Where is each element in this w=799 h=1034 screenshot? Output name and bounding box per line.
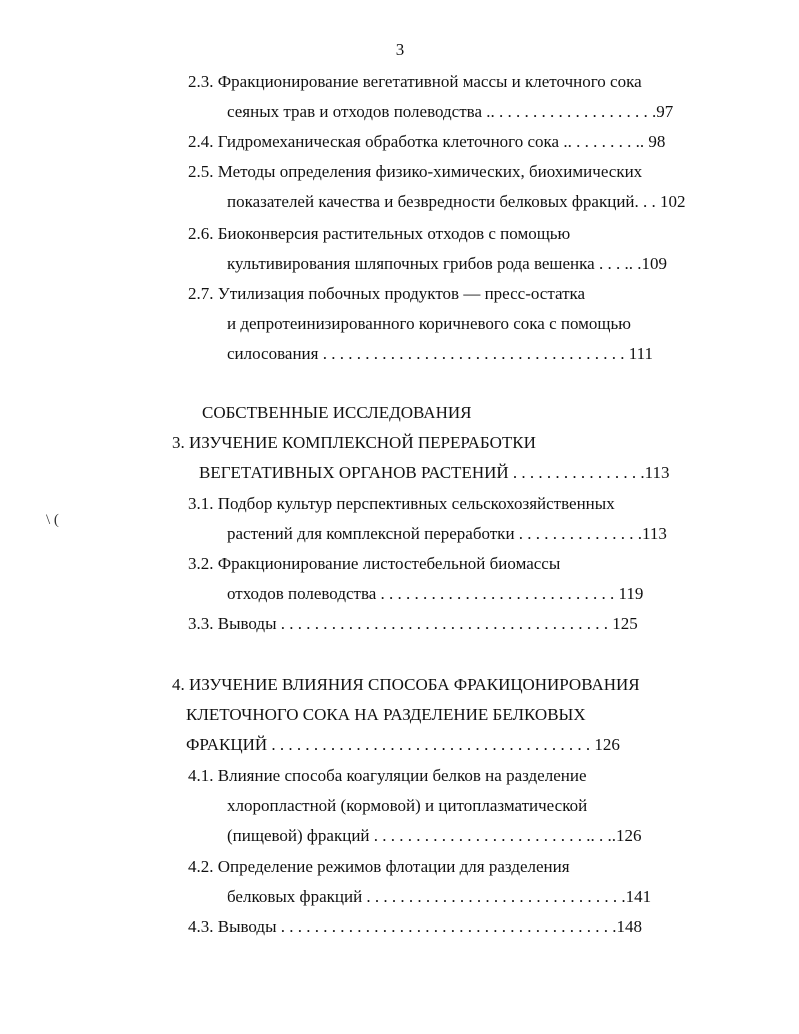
toc-entry-2-7-line-3: силосования . . . . . . . . . . . . . . . . . . . . . . . . . . . . . . . . . . . . 111 bbox=[227, 344, 653, 363]
toc-entry-4-2-line-2: белковых фракций . . . . . . . . . . . . . . . . . . . . . . . . . . . . . . .141 bbox=[227, 887, 652, 906]
toc-entry-4-1-line-3: (пищевой) фракций . . . . . . . . . . . . . . . . . . . . . . . . . .. . ..126 bbox=[227, 826, 642, 845]
chapter-3-title-line-2: ВЕГЕТАТИВНЫХ ОРГАНОВ РАСТЕНИЙ . . . . . . . . . . . . . . . .113 bbox=[199, 463, 670, 482]
chapter-4-title-line-1: 4. ИЗУЧЕНИЕ ВЛИЯНИЯ СПОСОБА ФРАКИЦОНИРОВАНИЯ bbox=[172, 675, 640, 694]
toc-entry-2-4-line-1: 2.4. Гидромеханическая обработка клеточного сока .. . . . . . . . .. 98 bbox=[188, 132, 666, 151]
toc-entry-2-3-line-1: 2.3. Фракционирование вегетативной массы и клеточного сока bbox=[188, 72, 642, 91]
page-number: 3 bbox=[395, 40, 405, 59]
scan-mark: \ ( bbox=[46, 512, 59, 528]
toc-entry-2-6-line-1: 2.6. Биоконверсия растительных отходов с помощью bbox=[188, 224, 571, 243]
toc-entry-2-5-line-1: 2.5. Методы определения физико-химических, биохимических bbox=[188, 162, 643, 181]
toc-entry-3-1-line-1: 3.1. Подбор культур перспективных сельскохозяйственных bbox=[188, 494, 615, 513]
toc-entry-4-1-line-2: хлоропластной (кормовой) и цитоплазматической bbox=[227, 796, 588, 815]
toc-entry-4-2-line-1: 4.2. Определение режимов флотации для разделения bbox=[188, 857, 570, 876]
toc-entry-2-3-line-2: сеяных трав и отходов полеводства .. . . . . . . . . . . . . . . . . . . .97 bbox=[227, 102, 674, 121]
toc-entry-2-7-line-1: 2.7. Утилизация побочных продуктов — пресс-остатка bbox=[188, 284, 586, 303]
section-heading-own-research: СОБСТВЕННЫЕ ИССЛЕДОВАНИЯ bbox=[202, 403, 472, 422]
toc-entry-3-2-line-2: отходов полеводства . . . . . . . . . . . . . . . . . . . . . . . . . . . . 119 bbox=[227, 584, 644, 603]
toc-entry-2-6-line-2: культивирования шляпочных грибов рода вешенка . . . .. .109 bbox=[227, 254, 667, 273]
toc-entry-2-5-line-2: показателей качества и безвредности белковых фракций. . . 102 bbox=[227, 192, 686, 211]
toc-entry-3-2-line-1: 3.2. Фракционирование листостебельной биомассы bbox=[188, 554, 561, 573]
toc-entry-2-7-line-2: и депротеинизированного коричневого сока с помощью bbox=[227, 314, 631, 333]
chapter-4-title-line-2: КЛЕТОЧНОГО СОКА НА РАЗДЕЛЕНИЕ БЕЛКОВЫХ bbox=[186, 705, 586, 724]
toc-entry-4-1-line-1: 4.1. Влияние способа коагуляции белков на разделение bbox=[188, 766, 587, 785]
toc-entry-3-1-line-2: растений для комплексной переработки . . . . . . . . . . . . . . .113 bbox=[227, 524, 667, 543]
chapter-4-title-line-3: ФРАКЦИЙ . . . . . . . . . . . . . . . . . . . . . . . . . . . . . . . . . . . . . . 126 bbox=[186, 735, 620, 754]
chapter-3-title-line-1: 3. ИЗУЧЕНИЕ КОМПЛЕКСНОЙ ПЕРЕРАБОТКИ bbox=[172, 433, 536, 452]
toc-entry-3-3: 3.3. Выводы . . . . . . . . . . . . . . . . . . . . . . . . . . . . . . . . . . . . . . . 125 bbox=[188, 614, 638, 633]
toc-entry-4-3: 4.3. Выводы . . . . . . . . . . . . . . . . . . . . . . . . . . . . . . . . . . . . . . . .148 bbox=[188, 917, 643, 936]
